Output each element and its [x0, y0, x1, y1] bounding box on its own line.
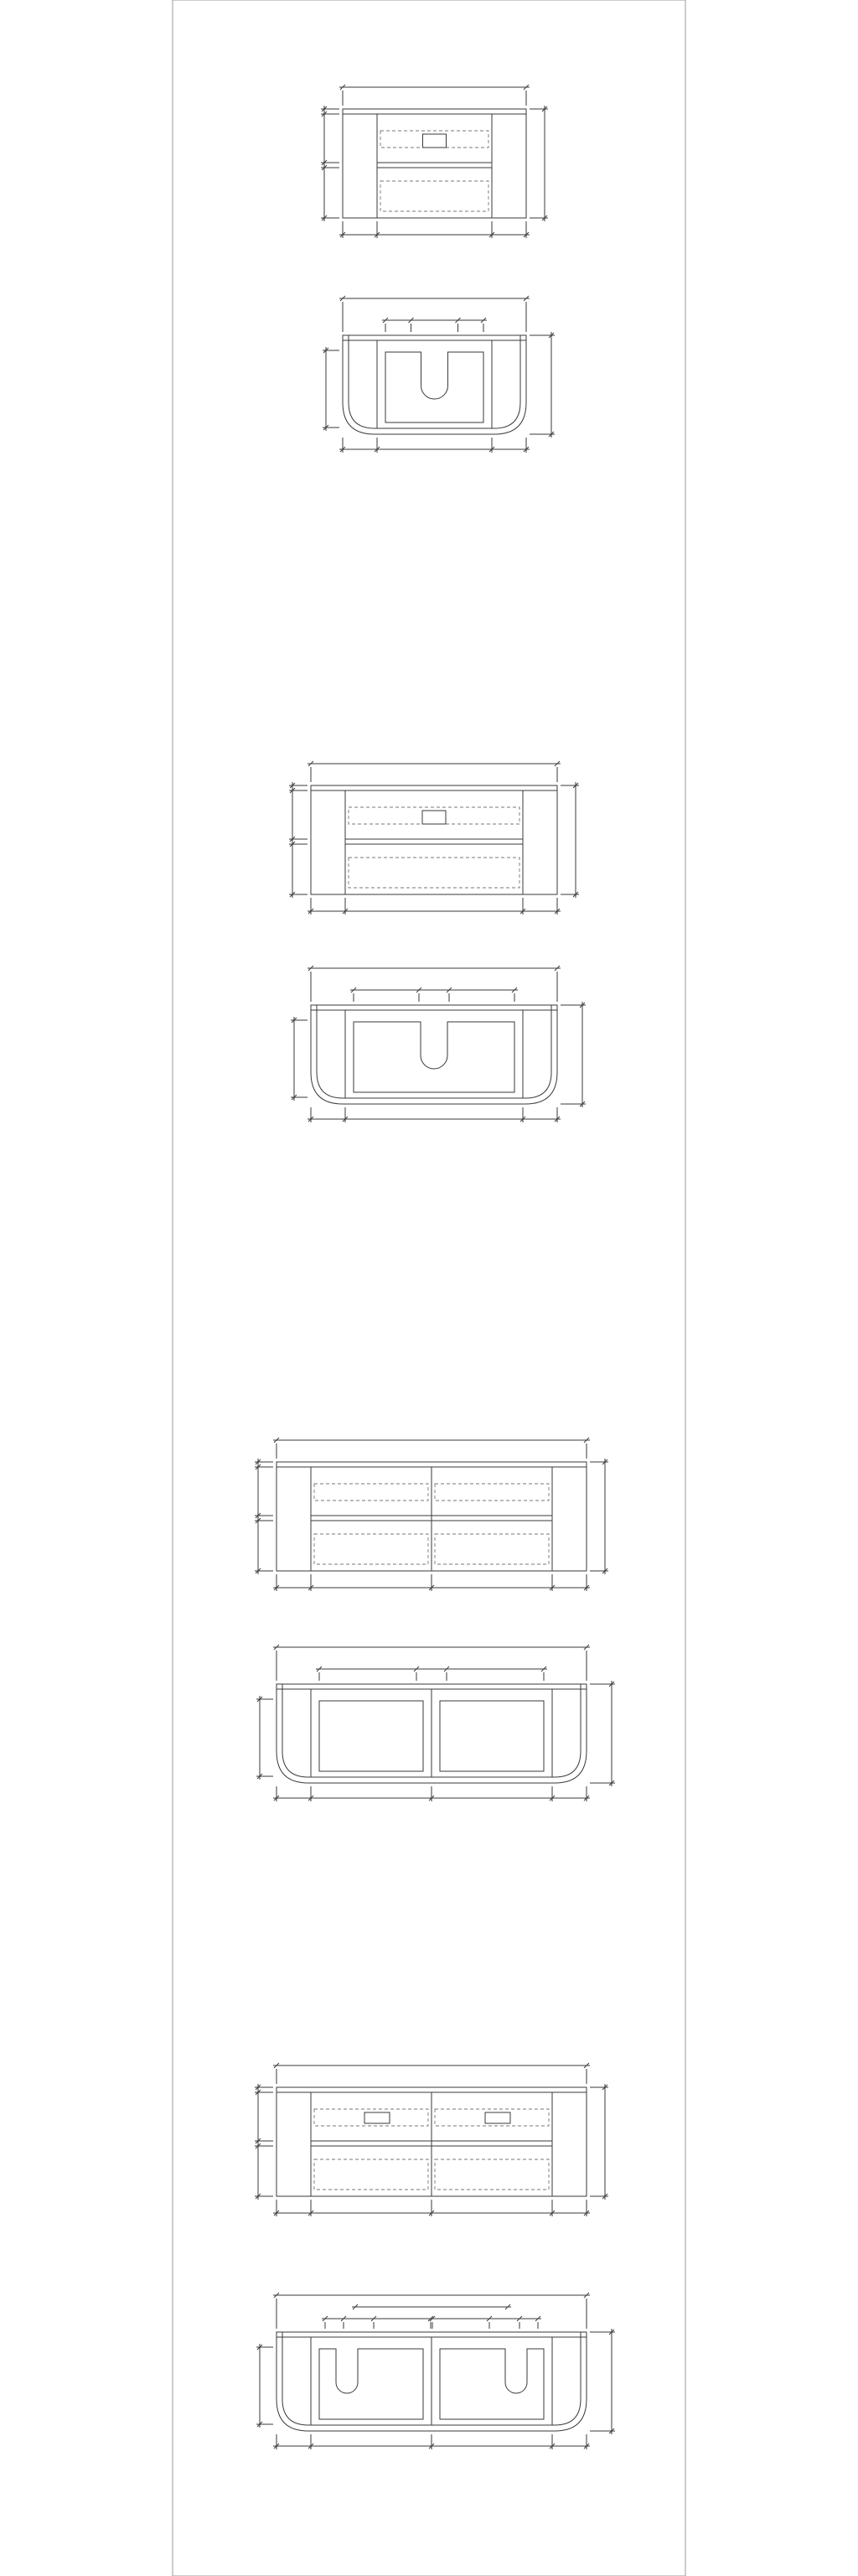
front-view-2 — [255, 1438, 608, 1591]
sink-cutout — [422, 811, 446, 824]
front-bottom-dimension — [308, 898, 561, 915]
inner-depth-dimension — [291, 1017, 308, 1101]
sheet-frame — [173, 0, 685, 2576]
front-drawer-dimensions — [255, 2084, 273, 2200]
drawer-2-dashed — [380, 181, 488, 211]
cabinet-outline — [311, 785, 557, 894]
front-height-dimension — [590, 2084, 608, 2200]
drawer-box — [319, 1701, 423, 1771]
gap-dimensions — [316, 1666, 547, 1681]
drawer-1-dashed — [349, 807, 519, 824]
inner-contour — [349, 335, 520, 428]
left-gap-dimensions — [322, 2316, 436, 2329]
top-bottom-dimension — [339, 438, 530, 453]
inner-contour — [317, 1005, 551, 1098]
front-bottom-dimension — [273, 1574, 590, 1591]
front-width-dimension — [273, 2063, 590, 2084]
gap-dimensions — [350, 987, 518, 1002]
outer-contour — [311, 1005, 557, 1104]
depth-dimension — [590, 2329, 615, 2434]
front-width-dimension — [339, 85, 530, 106]
drawer-box — [319, 2349, 423, 2419]
depth-dimension — [530, 332, 555, 438]
depth-dimension — [590, 1681, 615, 1786]
sink-cutout — [364, 2112, 390, 2123]
top-width-dimension — [273, 1645, 590, 1681]
front-drawer-dimensions — [255, 1459, 273, 1574]
depth-dimension — [561, 1002, 586, 1107]
top-width-dimension — [339, 296, 530, 332]
top-bottom-dimension — [308, 1107, 561, 1122]
front-drawer-dimensions — [321, 106, 339, 221]
top-view-1 — [291, 966, 586, 1122]
sink-cutout — [485, 2112, 510, 2123]
front-drawer-dimensions — [289, 782, 308, 898]
inner-depth-dimension — [256, 2344, 273, 2428]
front-view-0 — [321, 85, 548, 238]
drawer-1-dashed — [314, 1484, 428, 1501]
cabinet-outline — [343, 109, 526, 218]
sink-cutout — [423, 134, 447, 148]
front-view-1 — [289, 761, 579, 915]
front-height-dimension — [590, 1459, 608, 1574]
top-width-dimension — [308, 966, 561, 1002]
inner-depth-dimension — [256, 1696, 273, 1780]
front-height-dimension — [561, 782, 579, 898]
front-bottom-dimension — [339, 221, 530, 238]
top-view-0 — [323, 296, 555, 453]
front-view-3 — [255, 2063, 608, 2216]
drawer-2-dashed — [435, 2159, 549, 2190]
front-bottom-dimension — [273, 2200, 590, 2216]
outer-contour — [343, 335, 526, 434]
top-view-3 — [256, 2293, 615, 2449]
gap-dimensions — [382, 318, 487, 332]
drawer-1-dashed — [435, 1484, 549, 1501]
drawer-2-dashed — [435, 1534, 549, 1564]
front-width-dimension — [273, 1438, 590, 1459]
inner-depth-dimension — [323, 347, 339, 431]
top-view-2 — [256, 1645, 615, 1801]
front-height-dimension — [530, 106, 548, 221]
drawer-box — [354, 1022, 514, 1092]
drawer-1-dashed — [380, 131, 488, 148]
top-width-dimension — [273, 2293, 590, 2329]
top-bottom-dimension — [273, 1786, 590, 1801]
top-bottom-dimension — [273, 2434, 590, 2449]
drawer-box — [385, 352, 483, 422]
drawer-box — [440, 1701, 544, 1771]
front-width-dimension — [308, 761, 561, 782]
drawer-box — [440, 2349, 544, 2419]
drawer-2-dashed — [314, 2159, 428, 2190]
drawer-2-dashed — [314, 1534, 428, 1564]
right-gap-dimensions — [427, 2316, 541, 2329]
drawer-2-dashed — [349, 858, 519, 888]
span-dimension — [352, 2304, 511, 2310]
